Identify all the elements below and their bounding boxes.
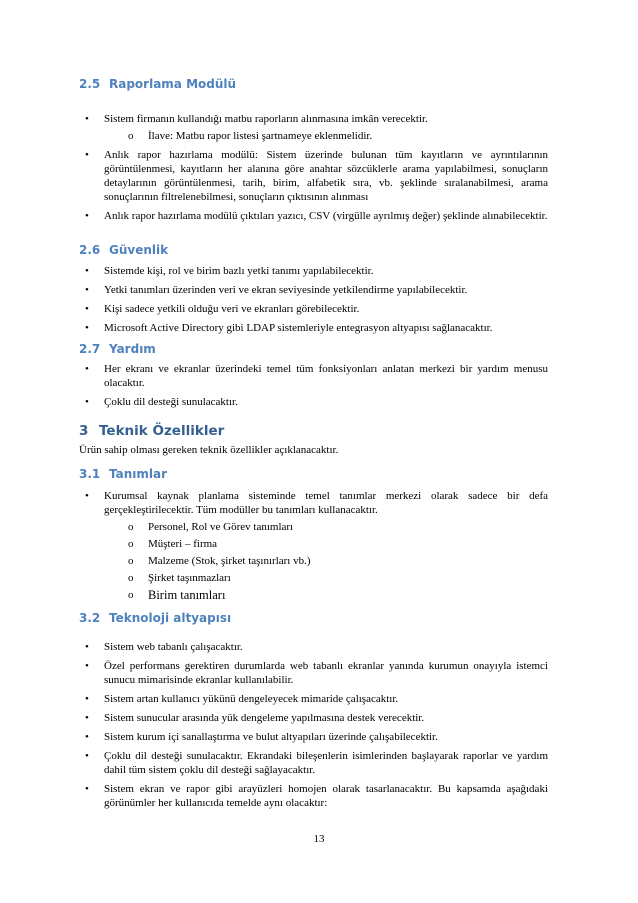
bullet-icon: • <box>85 284 89 296</box>
bullet-icon: • <box>85 149 89 161</box>
bullet-icon: • <box>85 303 89 315</box>
heading-title: Teknoloji altyapısı <box>109 611 232 625</box>
list-item-text: Microsoft Active Directory gibi LDAP sistemleriyle entegrasyon altyapısı sağlanacaktır. <box>104 322 493 334</box>
bullet-icon: • <box>85 113 89 125</box>
list-item <box>80 302 548 316</box>
sublist-item-text: Malzeme (Stok, şirket taşınırları vb.) <box>148 555 311 567</box>
heading-3-1 <box>79 467 167 481</box>
list-yardim <box>80 362 548 414</box>
heading-3-2 <box>79 611 231 625</box>
bullet-icon: • <box>85 210 89 222</box>
section-intro: Ürün sahip olması gereken teknik özellikler açıklanacaktır. <box>79 444 339 456</box>
list-item-text: Çoklu dil desteği sunulacaktır. <box>104 396 238 408</box>
bullet-icon: • <box>85 490 89 502</box>
heading-title: Teknik Özellikler <box>99 423 225 439</box>
heading-title: Tanımlar <box>109 467 168 481</box>
heading-number: 2.7 <box>79 342 101 356</box>
list-item-text: Kurumsal kaynak planlama sisteminde temel tanımlar merkezi olarak sadece bir defa gerçekleştirilecektir. Tüm modüller bu tanımları kullanacaktır. <box>104 490 548 516</box>
bullet-icon: • <box>85 712 89 724</box>
sublist-item-text: Personel, Rol ve Görev tanımları <box>148 521 294 533</box>
sublist <box>104 520 548 603</box>
circle-bullet-icon: o <box>128 572 134 584</box>
sublist-item <box>104 554 548 568</box>
bullet-icon: • <box>85 783 89 795</box>
circle-bullet-icon: o <box>128 538 134 550</box>
heading-3 <box>79 424 224 438</box>
list-item-text: Sistem web tabanlı çalışacaktır. <box>104 641 243 653</box>
list-item <box>80 209 548 223</box>
bullet-icon: • <box>85 396 89 408</box>
list-item-text: Kişi sadece yetkili olduğu veri ve ekranları görebilecektir. <box>104 303 360 315</box>
list-item <box>80 711 548 725</box>
list-item-text: Sistem sunucular arasında yük dengeleme yapılmasına destek verecektir. <box>104 712 425 724</box>
list-item-text: Her ekranı ve ekranlar üzerindeki temel tüm fonksiyonları anlatan merkezi bir yardım menusu olacaktır. <box>104 363 548 389</box>
bullet-icon: • <box>85 641 89 653</box>
list-item <box>80 362 548 390</box>
list-item-text: Anlık rapor hazırlama modülü: Sistem üzerinde bulunan tüm kayıtların ve ayrıntılarının görüntülenmesi, kayıtların her alanına göre anahtar sözcüklerle arama yapılabilmesi, sonuçların detaylarının görüntülenmesi, tarih, birim, alfabetik sıra, vb. şeklinde sıralanabilmesi, arama sonuçlarının filtrelenebilmesi, sonuçların çıktısının alınması <box>104 149 548 203</box>
list-item <box>80 640 548 654</box>
list-item-text: Sistemde kişi, rol ve birim bazlı yetki tanımı yapılabilecektir. <box>104 265 374 277</box>
list-item <box>80 749 548 777</box>
list-item <box>80 395 548 409</box>
bullet-icon: • <box>85 363 89 375</box>
heading-title: Güvenlik <box>109 243 169 257</box>
list-item-text: Anlık rapor hazırlama modülü çıktıları yazıcı, CSV (virgülle ayrılmış değer) şeklinde alınabilecektir. <box>104 210 548 222</box>
heading-number: 2.5 <box>79 77 101 91</box>
list-item <box>80 692 548 706</box>
list-item-text: Sistem ekran ve rapor gibi arayüzleri homojen olarak tasarlanacaktır. Bu kapsamda aşağıdaki görünümler her kullanıcıda temelde aynı olacaktır: <box>104 783 548 809</box>
sublist <box>104 129 548 143</box>
list-tanimlar <box>80 489 548 608</box>
list-raporlama <box>80 112 548 228</box>
sublist-item-text: Birim tanımları <box>148 588 226 602</box>
list-item <box>80 112 548 143</box>
list-item <box>80 283 548 297</box>
list-item <box>80 489 548 603</box>
sublist-item-text: İlave: Matbu rapor listesi şartnameye eklenmelidir. <box>148 130 373 142</box>
circle-bullet-icon: o <box>128 521 134 533</box>
list-teknoloji <box>80 640 548 815</box>
heading-2-7 <box>79 342 156 356</box>
list-item-text: Çoklu dil desteği sunulacaktır. Ekrandaki bileşenlerin isimlerinden başlayarak raporlar ve yardım dahil tüm sistem çoklu dil desteği sağlayacaktır. <box>104 750 548 776</box>
bullet-icon: • <box>85 693 89 705</box>
heading-number: 3.2 <box>79 611 101 625</box>
list-item <box>80 782 548 810</box>
heading-number: 3 <box>79 423 89 439</box>
sublist-item <box>104 588 548 603</box>
list-item-text: Sistem artan kullanıcı yükünü dengeleyecek mimaride çalışacaktır. <box>104 693 399 705</box>
circle-bullet-icon: o <box>128 589 134 601</box>
list-item-text: Sistem firmanın kullandığı matbu raporların alınmasına imkân verecektir. <box>104 113 428 125</box>
sublist-item <box>104 520 548 534</box>
list-guvenlik <box>80 264 548 340</box>
list-item-text: Sistem kurum içi sanallaştırma ve bulut altyapıları üzerinde çalışabilecektir. <box>104 731 438 743</box>
list-item <box>80 148 548 204</box>
list-item <box>80 730 548 744</box>
heading-2-5 <box>79 77 236 91</box>
sublist-item <box>104 129 548 143</box>
bullet-icon: • <box>85 750 89 762</box>
heading-2-6 <box>79 243 168 257</box>
heading-title: Yardım <box>109 342 156 356</box>
bullet-icon: • <box>85 322 89 334</box>
sublist-item <box>104 537 548 551</box>
list-item-text: Özel performans gerektiren durumlarda web tabanlı ekranlar yanında kurumun onayıyla istemci sunucu mimarisinde ekranlar kullanılabilir. <box>104 660 548 686</box>
bullet-icon: • <box>85 660 89 672</box>
bullet-icon: • <box>85 265 89 277</box>
list-item-text: Yetki tanımları üzerinden veri ve ekran seviyesinde yetkilendirme yapılabilecektir. <box>104 284 468 296</box>
circle-bullet-icon: o <box>128 555 134 567</box>
heading-number: 2.6 <box>79 243 101 257</box>
page-number: 13 <box>313 833 325 845</box>
list-item <box>80 659 548 687</box>
heading-number: 3.1 <box>79 467 101 481</box>
heading-title: Raporlama Modülü <box>109 77 237 91</box>
list-item <box>80 264 548 278</box>
circle-bullet-icon: o <box>128 130 134 142</box>
sublist-item-text: Şirket taşınmazları <box>148 572 231 584</box>
bullet-icon: • <box>85 731 89 743</box>
list-item <box>80 321 548 335</box>
sublist-item-text: Müşteri – firma <box>148 538 218 550</box>
sublist-item <box>104 571 548 585</box>
